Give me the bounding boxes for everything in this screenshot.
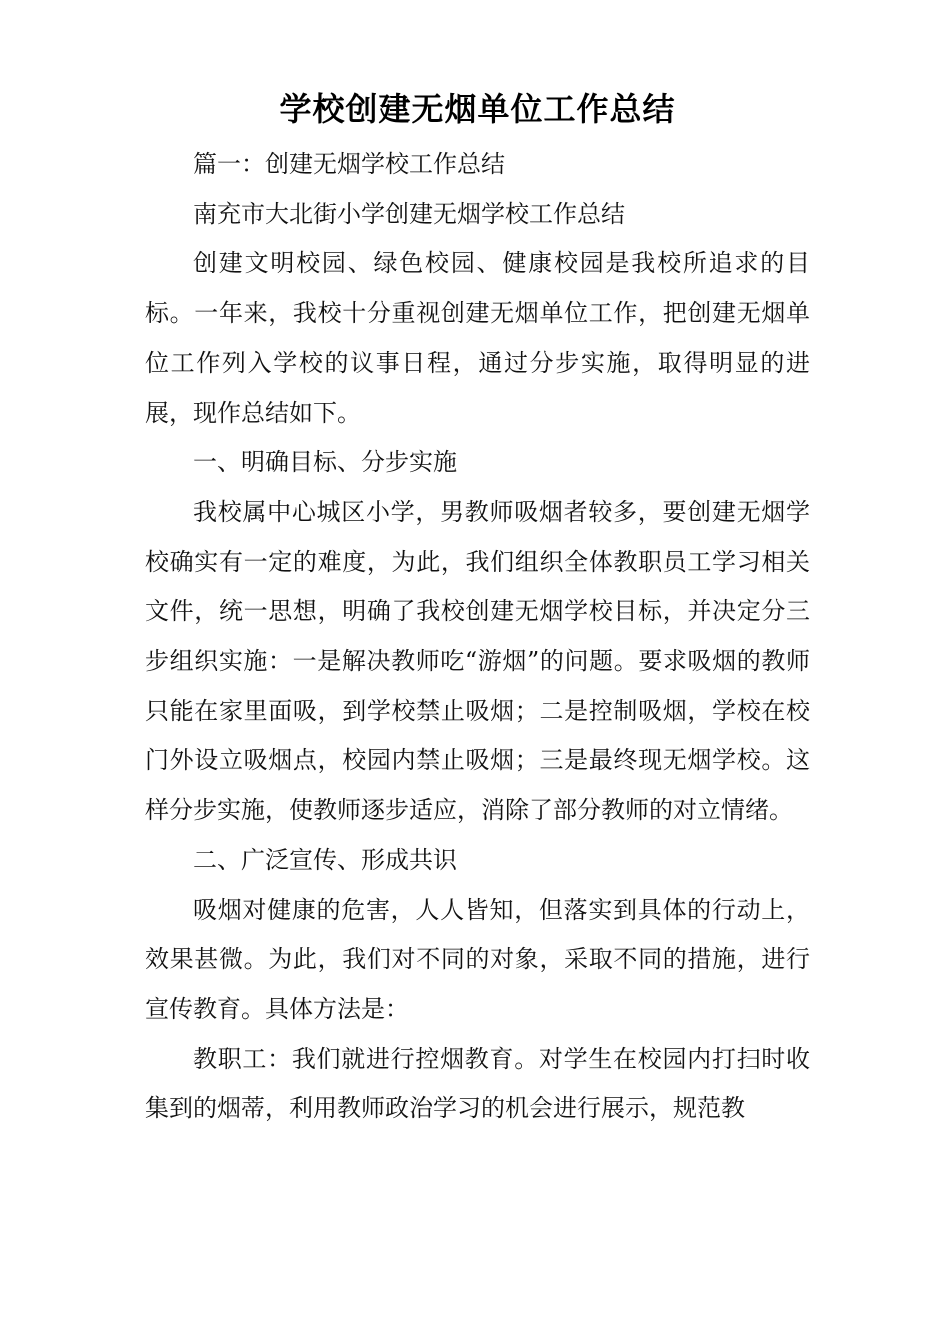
document-page <box>145 78 810 1134</box>
paragraph-section-2: 吸烟对健康的危害，人人皆知，但落实到具体的行动上，效果甚微。为此，我们对不同的对象，采取不同的措施，进行宣传教育。具体方法是： <box>145 895 810 1023</box>
document-title: 学校创建无烟单位工作总结 <box>279 90 676 128</box>
paragraph-heading-part-one: 篇一：创建无烟学校工作总结 <box>193 150 505 178</box>
section-heading-2: 二、广泛宣传、形成共识 <box>193 845 457 874</box>
paragraph-staff: 教职工：我们就进行控烟教育。对学生在校园内打扫时收集到的烟蒂，利用教师政治学习的机会进行展示，规范教 <box>145 1044 810 1123</box>
paragraph-intro: 创建文明校园、绿色校园、健康校园是我校所追求的目标。一年来，我校十分重视创建无烟单位工作，把创建无烟单位工作列入学校的议事日程，通过分步实施，取得明显的进展，现作总结如下。 <box>145 249 810 427</box>
paragraph-section-1: 我校属中心城区小学，男教师吸烟者较多，要创建无烟学校确实有一定的难度，为此，我们组织全体教职员工学习相关文件，统一思想，明确了我校创建无烟学校目标，并决定分三步组织实施：一是解决教师吃“游烟”的问题。要求吸烟的教师只能在家里面吸，到学校禁止吸烟；二是控制吸烟，学校在校门外设立吸烟点，校园内禁止吸烟；三是最终现无烟学校。这样分步实施，使教师逐步适应，消除了部分教师的对立情绪。 <box>145 497 810 825</box>
section-heading-1: 一、明确目标、分步实施 <box>193 448 457 477</box>
document-body <box>145 140 810 1134</box>
paragraph-subtitle-school: 南充市大北街小学创建无烟学校工作总结 <box>193 199 625 228</box>
